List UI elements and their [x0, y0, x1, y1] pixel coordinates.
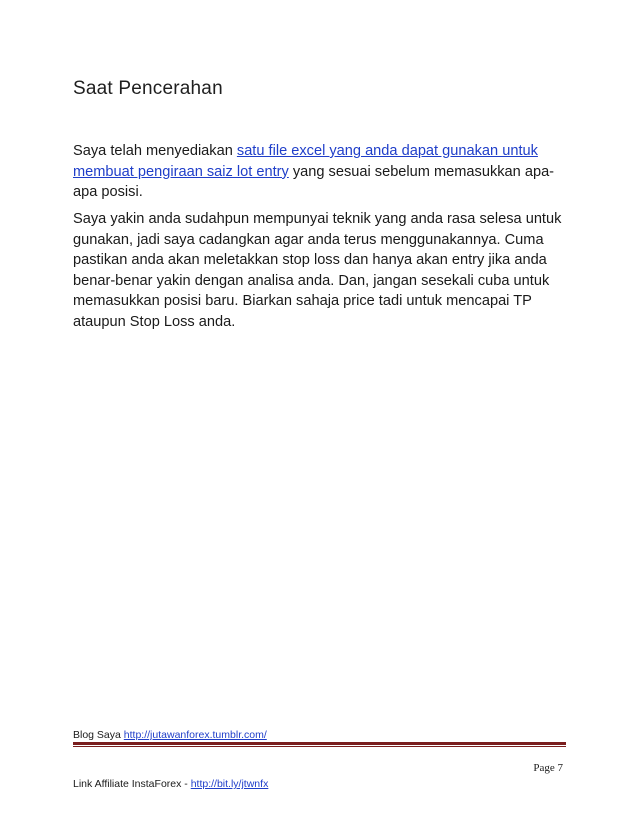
page-number: Page 7 [533, 762, 563, 774]
paragraph-excel-file [73, 141, 568, 203]
excel-file-link[interactable]: satu file excel yang anda dapat gunakan untuk membuat pengiraan saiz lot entry [73, 143, 538, 180]
section-heading: Saat Pencerahan [73, 78, 223, 99]
footer-blog-link[interactable]: http://jutawanforex.tumblr.com/ [123, 729, 267, 741]
footer-divider [73, 742, 566, 745]
footer-affiliate-link[interactable]: http://bit.ly/jtwnfx [190, 778, 269, 790]
footer-blog-line [73, 729, 267, 741]
paragraph-1-tail: yang sesuai sebelum memasukkan apa-apa posisi. [73, 163, 555, 201]
footer-affiliate-label: Link Affiliate InstaForex - [73, 778, 191, 790]
footer-affiliate-line [73, 778, 268, 790]
paragraph-trading-advice: Saya yakin anda sudahpun mempunyai teknik yang anda rasa selesa untuk gunakan, jadi saya cadangkan agar anda terus menggunakannya. Cuma pastikan anda akan meletakkan stop loss dan hanya akan entry jika anda benar-benar yakin dengan analisa anda. Dan, jangan sesekali cuba untuk memasukkan posisi baru. Biarkan sahaja price tadi untuk mencapai TP ataupun Stop Loss anda. [73, 211, 562, 330]
footer-divider-thin [73, 746, 566, 747]
paragraph-1-lead: Saya telah menyediakan [73, 143, 237, 159]
footer-blog-label: Blog Saya [73, 729, 124, 741]
